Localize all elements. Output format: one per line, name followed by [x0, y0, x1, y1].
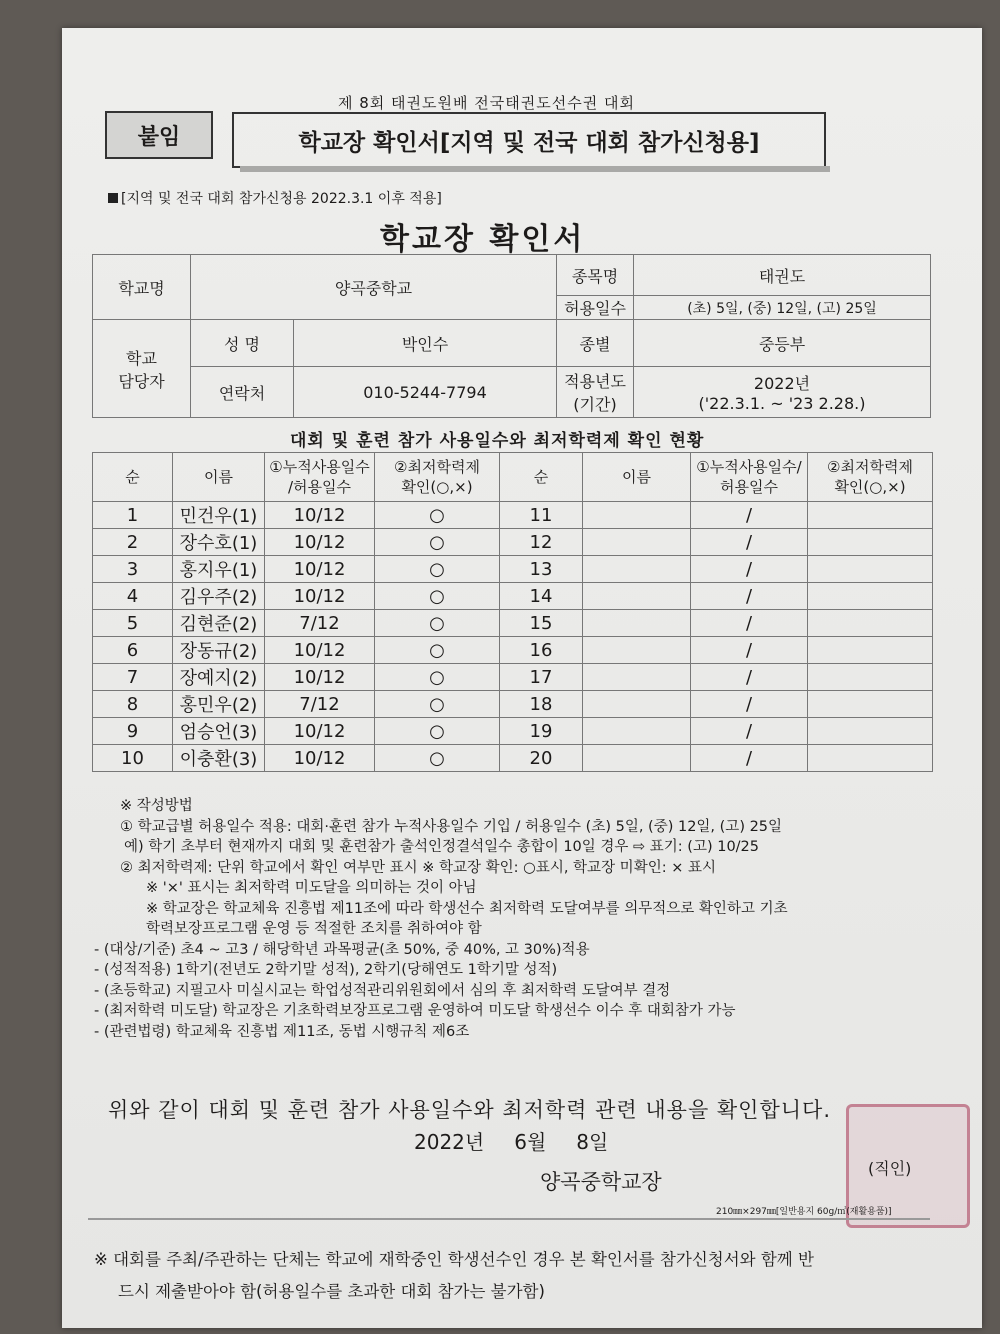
cell-no: 2 [93, 529, 173, 556]
cell-name: 홍민우(2) [173, 691, 265, 718]
cell-name: 장예지(2) [173, 664, 265, 691]
header-check-right [808, 453, 933, 502]
allowed-days-value: (초) 5일, (중) 12일, (고) 25일 [634, 296, 931, 320]
cell-name-right [583, 556, 691, 583]
cell-name-right [583, 583, 691, 610]
cell-usage-right: / [691, 637, 808, 664]
cell-name-right [583, 502, 691, 529]
instructions [94, 796, 954, 1042]
cell-check: ○ [375, 637, 500, 664]
cell-no-right: 14 [500, 583, 583, 610]
cell-usage: 10/12 [265, 718, 375, 745]
header-check [375, 453, 500, 502]
cell-name-right [583, 637, 691, 664]
cell-check: ○ [375, 529, 500, 556]
cell-usage: 10/12 [265, 583, 375, 610]
table-row [93, 745, 933, 772]
category-label: 종별 [557, 320, 634, 367]
cell-usage-right: / [691, 529, 808, 556]
event-label: 종목명 [557, 255, 634, 296]
header-usage [265, 453, 375, 502]
instruction-line: ① 학교급별 허용일수 적용: 대회·훈련 참가 누적사용일수 기입 / 허용일수 (초) 5일, (중) 12일, (고) 25일 [120, 818, 783, 835]
cell-name-right [583, 529, 691, 556]
cell-usage-right: / [691, 583, 808, 610]
school-label: 학교명 [93, 255, 191, 320]
cell-no-right: 13 [500, 556, 583, 583]
cell-check-right [808, 664, 933, 691]
cell-no: 5 [93, 610, 173, 637]
cell-usage: 10/12 [265, 529, 375, 556]
staff-label-line-1: 학교 [126, 348, 157, 368]
year-value [634, 367, 931, 418]
cell-check: ○ [375, 502, 500, 529]
cell-check: ○ [375, 556, 500, 583]
cell-check-right [808, 502, 933, 529]
cell-no-right: 18 [500, 691, 583, 718]
cell-check-right [808, 637, 933, 664]
instruction-line: - (대상/기준) 초4 ~ 고3 / 해당학년 과목평균(초 50%, 중 40%, 고 30%)적용 [94, 941, 590, 958]
header-name: 이름 [173, 453, 265, 502]
year-label-line-1: 적용년도 [564, 372, 626, 391]
header-usage-line-2: /허용일수 [287, 478, 351, 496]
cell-no-right: 19 [500, 718, 583, 745]
table-row [93, 529, 933, 556]
header-usage-right-line-1: ①누적사용일수/ [696, 458, 802, 476]
footer-note [94, 1244, 954, 1308]
contact-value: 010-5244-7794 [294, 367, 557, 418]
competition-title: 제 8회 태권도원배 전국태권도선수권 대회 [338, 94, 635, 112]
instruction-line: - (성적적용) 1학기(전년도 2학기말 성적), 2학기(당해연도 1학기말 성적) [94, 962, 558, 978]
table-row [93, 718, 933, 745]
instruction-line: - (관련법령) 학교체육 진흥법 제11조, 동법 시행규칙 제6조 [94, 1023, 470, 1040]
instruction-line: 예) 학기 초부터 현재까지 대회 및 훈련참가 출석인정결석일수 총합이 10일 경우 ⇨ 표기: (고) 10/25 [124, 839, 760, 855]
athlete-list-table [92, 452, 933, 772]
cell-check-right [808, 556, 933, 583]
cell-check: ○ [375, 610, 500, 637]
instruction-line: ※ '×' 표시는 최저학력 미도달을 의미하는 것이 아님 [146, 880, 477, 896]
cell-no-right: 17 [500, 664, 583, 691]
divider [88, 1218, 930, 1220]
cell-no: 6 [93, 637, 173, 664]
attach-label: 붙임 [105, 111, 213, 159]
table-row [93, 583, 933, 610]
name-value: 박인수 [294, 320, 557, 367]
instruction-line: ※ 작성방법 [120, 798, 193, 814]
cell-name: 장동규(2) [173, 637, 265, 664]
school-info-table [92, 254, 931, 418]
cell-name-right [583, 691, 691, 718]
year-label [557, 367, 634, 418]
principal-name: 양곡중학교장 [540, 1170, 662, 1194]
cell-check-right [808, 583, 933, 610]
table-header-row [93, 453, 933, 502]
event-value: 태권도 [634, 255, 931, 296]
school-value: 양곡중학교 [191, 255, 557, 320]
cell-check: ○ [375, 691, 500, 718]
date-year: 2022년 [414, 1130, 485, 1154]
cell-usage-right: / [691, 664, 808, 691]
cell-no-right: 15 [500, 610, 583, 637]
table-row [93, 556, 933, 583]
table-row [93, 610, 933, 637]
cell-usage: 7/12 [265, 691, 375, 718]
cell-name: 김현준(2) [173, 610, 265, 637]
cell-no: 7 [93, 664, 173, 691]
paper-spec: 210㎜×297㎜[일반용지 60g/㎡(재활용품)] [716, 1207, 892, 1217]
cell-check-right [808, 691, 933, 718]
cell-name: 장수호(1) [173, 529, 265, 556]
cell-no-right: 20 [500, 745, 583, 772]
table-row [93, 502, 933, 529]
cell-usage-right: / [691, 745, 808, 772]
instruction-line: 학력보장프로그램 운영 등 적절한 조치를 취하여야 함 [146, 921, 482, 937]
contact-label: 연락처 [191, 367, 294, 418]
list-title: 대회 및 훈련 참가 사용일수와 최저학력제 확인 현황 [290, 431, 705, 451]
confirmation-statement: 위와 같이 대회 및 훈련 참가 사용일수와 최저학력 관련 내용을 확인합니다. [108, 1098, 832, 1122]
cell-no-right: 11 [500, 502, 583, 529]
year-label-line-2: (기간) [573, 395, 617, 414]
cell-name: 엄승언(3) [173, 718, 265, 745]
header-check-right-line-2: 확인(○,×) [834, 478, 906, 496]
cell-usage-right: / [691, 502, 808, 529]
year-period: ('22.3.1. ~ '23 2.28.) [698, 394, 866, 413]
table-row [93, 691, 933, 718]
cell-no: 9 [93, 718, 173, 745]
cell-no-right: 16 [500, 637, 583, 664]
cell-name-right [583, 664, 691, 691]
cell-usage: 7/12 [265, 610, 375, 637]
cell-name-right [583, 745, 691, 772]
cell-usage-right: / [691, 610, 808, 637]
header-check-line-2: 확인(○,×) [401, 478, 473, 496]
year-value-line-1: 2022년 [753, 374, 811, 393]
cell-check: ○ [375, 664, 500, 691]
cell-usage: 10/12 [265, 637, 375, 664]
cell-usage: 10/12 [265, 556, 375, 583]
date-month: 6월 [514, 1130, 547, 1154]
confirmation-date [414, 1126, 638, 1155]
cell-no: 8 [93, 691, 173, 718]
staff-label-line-2: 담당자 [118, 371, 165, 391]
cell-name: 홍지우(1) [173, 556, 265, 583]
cell-name-right [583, 718, 691, 745]
instruction-line: ※ 학교장은 학교체육 진흥법 제11조에 따라 학생선수 최저학력 도달여부를 의무적으로 확인하고 기초 [146, 900, 788, 917]
cell-check: ○ [375, 718, 500, 745]
cell-no: 3 [93, 556, 173, 583]
cell-usage: 10/12 [265, 664, 375, 691]
cell-check-right [808, 529, 933, 556]
cell-check-right [808, 610, 933, 637]
header-check-line-1: ②최저학력제 [394, 458, 480, 476]
table-row [93, 664, 933, 691]
header-usage-right [691, 453, 808, 502]
staff-label [93, 320, 191, 418]
cell-no-right: 12 [500, 529, 583, 556]
document-heading: 학교장 확인서[지역 및 전국 대회 참가신청용] [232, 112, 826, 168]
cell-name: 민건우(1) [173, 502, 265, 529]
bullet-square-icon [108, 193, 118, 203]
cell-name-right [583, 610, 691, 637]
category-value: 중등부 [634, 320, 931, 367]
cell-usage-right: / [691, 556, 808, 583]
page-title: 학교장 확인서 [380, 222, 586, 257]
notice-text: [지역 및 전국 대회 참가신청용 2022.3.1 이후 적용] [121, 191, 442, 207]
cell-usage: 10/12 [265, 745, 375, 772]
cell-check: ○ [375, 745, 500, 772]
name-label: 성 명 [191, 320, 294, 367]
instruction-line: - (초등학교) 지필고사 미실시교는 학업성적관리위원회에서 심의 후 최저학력 도달여부 결정 [94, 982, 671, 999]
cell-usage-right: / [691, 691, 808, 718]
header-no-right: 순 [500, 453, 583, 502]
cell-no: 4 [93, 583, 173, 610]
header-name-right: 이름 [583, 453, 691, 502]
notice-line [108, 188, 442, 208]
instruction-line: - (최저학력 미도달) 학교장은 기초학력보장프로그램 운영하여 미도달 학생선수 이수 후 대회참가 가능 [94, 1003, 736, 1019]
footer-line: 드시 제출받아야 함(허용일수를 초과한 대회 참가는 불가함) [118, 1282, 545, 1301]
header-usage-line-1: ①누적사용일수 [269, 458, 370, 476]
allowed-days-label: 허용일수 [557, 296, 634, 320]
header-usage-right-line-2: 허용일수 [720, 478, 778, 496]
seal-label: (직인) [868, 1159, 912, 1178]
header-check-right-line-1: ②최저학력제 [827, 458, 913, 476]
cell-no: 1 [93, 502, 173, 529]
cell-name: 김우주(2) [173, 583, 265, 610]
cell-usage-right: / [691, 718, 808, 745]
footer-line: ※ 대회를 주최/주관하는 단체는 학교에 재학중인 학생선수인 경우 본 확인서를 참가신청서와 함께 반 [94, 1250, 814, 1269]
cell-check-right [808, 718, 933, 745]
instruction-line: ② 최저학력제: 단위 학교에서 확인 여부만 표시 ※ 학교장 확인: ○표시, 학교장 미확인: × 표시 [120, 859, 716, 876]
cell-no: 10 [93, 745, 173, 772]
cell-check-right [808, 745, 933, 772]
table-row [93, 637, 933, 664]
cell-usage: 10/12 [265, 502, 375, 529]
cell-name: 이충환(3) [173, 745, 265, 772]
cell-check: ○ [375, 583, 500, 610]
header-no: 순 [93, 453, 173, 502]
date-day: 8일 [576, 1130, 609, 1154]
